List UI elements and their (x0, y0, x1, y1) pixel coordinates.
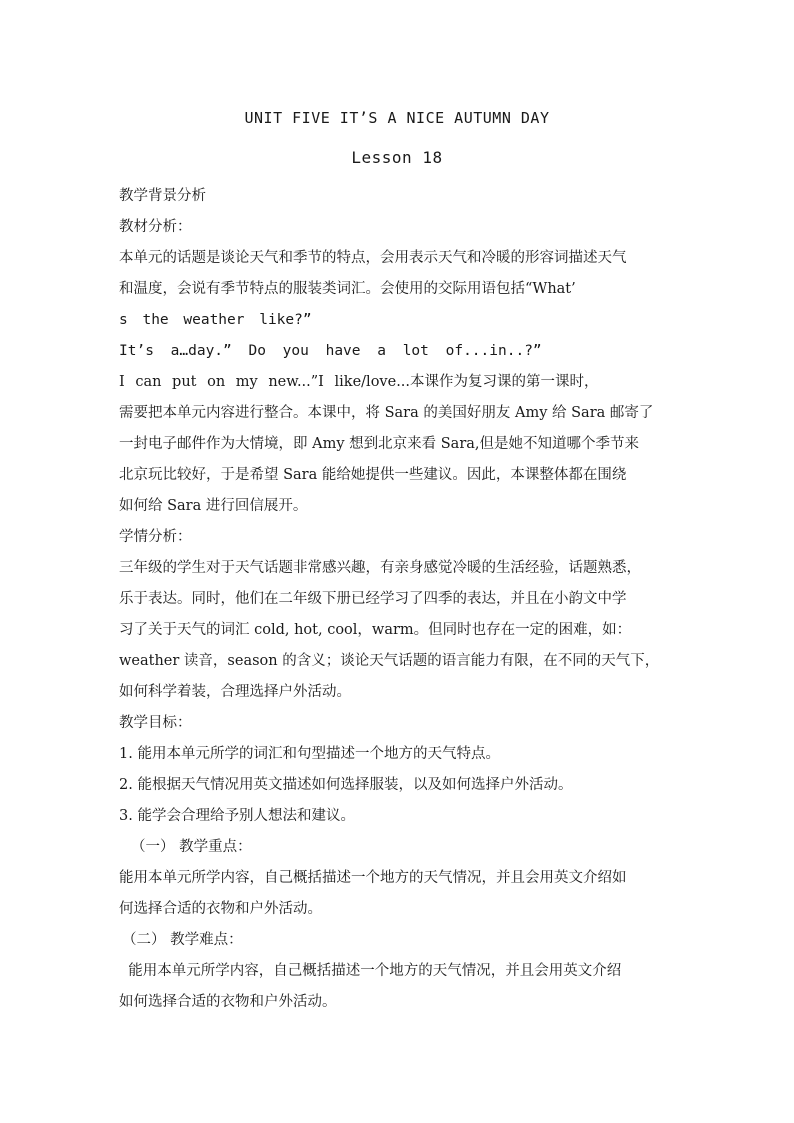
material-line: I can put on my new...”I like/love...本课作为复习课的第一课时， (119, 374, 599, 390)
material-line: 如何给 Sara 进行回信展开。 (119, 498, 308, 514)
student-heading: 学情分析： (119, 529, 192, 545)
difficult-points-line: 如何选择合适的衣物和户外活动。 (119, 994, 337, 1010)
material-heading: 教材分析： (119, 219, 192, 235)
lesson-subtitle: Lesson 18 (351, 148, 443, 167)
material-line: 本单元的话题是谈论天气和季节的特点，会用表示天气和冷暖的形容词描述天气 (119, 250, 627, 266)
goal-item: 3. 能学会合理给予别人想法和建议。 (119, 808, 355, 824)
student-line: 习了关于天气的词汇 cold, hot, cool，warm。但同时也存在一定的困难，如： (119, 622, 632, 638)
student-line: 如何科学着装，合理选择户外活动。 (119, 684, 351, 700)
key-points-heading: （一） 教学重点： (131, 839, 252, 855)
goal-item: 2. 能根据天气情况用英文描述如何选择服装，以及如何选择户外活动。 (119, 777, 573, 793)
material-line: 北京玩比较好，于是希望 Sara 能给她提供一些建议。因此，本课整体都在围绕 (119, 467, 627, 483)
difficult-points-line: 能用本单元所学内容，自己概括描述一个地方的天气情况，并且会用英文介绍 (119, 963, 622, 979)
student-line: weather 读音，season 的含义；谈论天气话题的语言能力有限，在不同的天气下， (119, 653, 660, 669)
material-line: 需要把本单元内容进行整合。本课中，将 Sara 的美国好朋友 Amy 给 Sara 邮寄了 (119, 405, 654, 421)
goals-heading: 教学目标： (119, 715, 192, 731)
student-line: 乐于表达。同时，他们在二年级下册已经学习了四季的表达，并且在小韵文中学 (119, 591, 627, 607)
key-points-line: 能用本单元所学内容，自己概括描述一个地方的天气情况，并且会用英文介绍如 (119, 870, 627, 886)
material-line: 一封电子邮件作为大情境，即 Amy 想到北京来看 Sara,但是她不知道哪个季节来 (119, 436, 640, 452)
document-title: UNIT FIVE IT’S A NICE AUTUMN DAY (244, 109, 550, 127)
key-points-line: 何选择合适的衣物和户外活动。 (119, 901, 322, 917)
difficult-points-heading: （二） 教学难点： (122, 932, 243, 948)
material-line: It’s a…day.” Do you have a lot of...in..?” (119, 343, 542, 359)
goal-item: 1. 能用本单元所学的词汇和句型描述一个地方的天气特点。 (119, 746, 500, 762)
student-line: 三年级的学生对于天气话题非常感兴趣，有亲身感觉冷暖的生活经验，话题熟悉， (119, 560, 641, 576)
material-line: 和温度，会说有季节特点的服装类词汇。会使用的交际用语包括“What’ (119, 281, 576, 297)
material-line: s the weather like?” (119, 312, 312, 328)
background-heading: 教学背景分析 (119, 188, 206, 204)
